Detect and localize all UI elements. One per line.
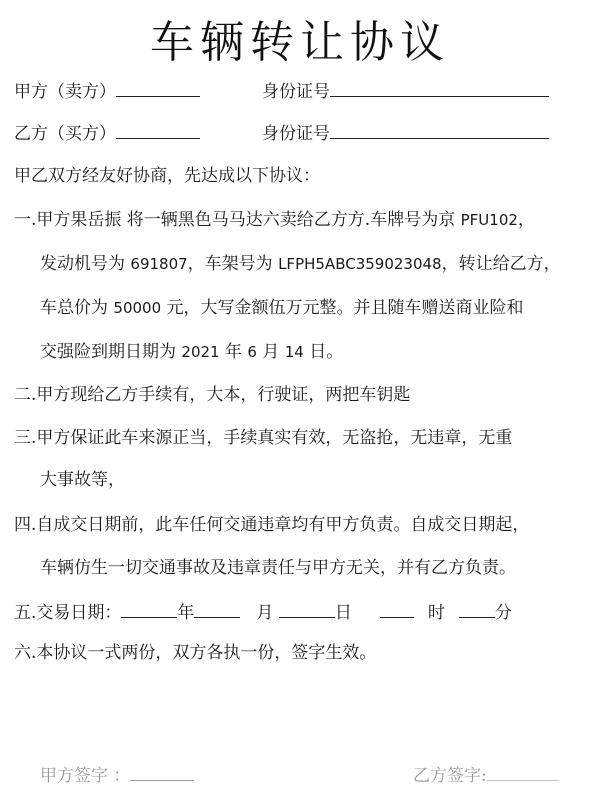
engine-number: 691807 — [130, 255, 188, 273]
clause-4-text-1: 自成交日期前，此车任何交通违章均有甲方负责。自成交日期起， — [36, 515, 530, 535]
trade-hour-char: 时 — [427, 603, 445, 623]
total-price: 50000 — [113, 299, 162, 317]
clause-4-line-2: 车辆仿生一切交通事故及违章责任与甲方无关，并有乙方负责。 — [40, 558, 516, 578]
year-char: 年 — [225, 342, 242, 362]
trade-day-blank[interactable] — [279, 600, 335, 618]
party-b-id-row — [262, 121, 549, 145]
intro-text: 甲乙双方经友好协商，先达成以下协议： — [14, 166, 320, 186]
party-b-signature — [413, 763, 559, 787]
clause-1-text-b: ， — [517, 210, 535, 230]
clause-3-line-2: 大事故等， — [40, 470, 125, 490]
vin-number: LFPH5ABC359023048 — [278, 255, 442, 273]
party-a-signature-blank[interactable] — [130, 763, 194, 781]
party-b-name-blank[interactable] — [116, 121, 200, 139]
clause-1-line-3 — [40, 297, 524, 319]
plate-number: PFU102 — [460, 211, 518, 229]
price-label: 车总价为 — [40, 298, 108, 318]
trade-year-blank[interactable] — [121, 600, 177, 618]
trade-month-char: 月 — [256, 603, 274, 623]
party-a-id-row — [262, 79, 549, 103]
trade-year-char: 年 — [177, 603, 195, 623]
clause-3-line-1 — [14, 427, 512, 449]
document-title: 车辆转让协议 — [150, 17, 450, 68]
clause-1-text-a: 甲方果岳振 将一辆黑色马马达六卖给乙方方.车牌号为京 — [36, 210, 456, 230]
party-a-name-blank[interactable] — [116, 79, 200, 97]
party-a-id-label: 身份证号 — [262, 82, 330, 102]
trade-day-char: 日 — [334, 603, 352, 623]
price-text: 元，大写金额伍万元整。并且随车赠送商业险和 — [166, 298, 524, 318]
clause-1-number: 一. — [14, 210, 37, 230]
party-a-row — [14, 79, 200, 103]
clause-6-text: 本协议一式两份，双方各执一份，签字生效。 — [36, 643, 377, 663]
clause-5-number: 五. — [14, 603, 37, 623]
engine-label: 发动机号为 — [40, 254, 125, 274]
clause-4-line-1 — [14, 514, 529, 536]
party-a-signature — [40, 763, 194, 787]
clause-5 — [14, 600, 512, 624]
party-a-id-blank[interactable] — [330, 79, 549, 97]
clause-1-line-1 — [14, 209, 535, 231]
clause-6-number: 六. — [14, 643, 37, 663]
party-b-label: 乙方（买方） — [14, 124, 116, 144]
expiry-label: 交强险到期日期为 — [40, 342, 176, 362]
clause-2 — [14, 384, 410, 406]
clause-1-line-4 — [40, 341, 343, 363]
trade-minute-char: 分 — [494, 603, 512, 623]
trade-hour-blank[interactable] — [380, 600, 414, 618]
clause-6 — [14, 642, 376, 664]
party-b-id-blank[interactable] — [330, 121, 549, 139]
day-char: 日。 — [309, 342, 344, 362]
party-b-signature-label: 乙方签字: — [413, 766, 487, 786]
trade-date-label: 交易日期： — [36, 603, 122, 623]
clause-1-transfer-text: ，转让给乙方， — [441, 254, 561, 274]
clause-2-number: 二. — [14, 385, 37, 405]
clause-3-text-1: 甲方保证此车来源正当，手续真实有效，无盗抢，无违章，无重 — [36, 428, 513, 448]
clause-4-number: 四. — [14, 515, 37, 535]
vin-label: ，车架号为 — [187, 254, 273, 274]
trade-month-blank[interactable] — [194, 600, 240, 618]
clause-2-text: 甲方现给乙方手续有，大本，行驶证，两把车钥匙 — [36, 385, 411, 405]
trade-minute-blank[interactable] — [459, 600, 495, 618]
party-b-signature-blank[interactable] — [487, 763, 559, 781]
clause-1-line-2 — [40, 253, 561, 275]
party-b-id-label: 身份证号 — [262, 124, 330, 144]
party-b-row — [14, 121, 200, 145]
expiry-year: 2021 — [181, 343, 220, 361]
expiry-day: 14 — [284, 343, 304, 361]
party-a-label: 甲方（卖方） — [14, 82, 116, 102]
clause-3-number: 三. — [14, 428, 37, 448]
party-a-signature-label: 甲方签字 ： — [40, 766, 131, 786]
expiry-month: 6 — [247, 343, 257, 361]
month-char: 月 — [262, 342, 280, 362]
